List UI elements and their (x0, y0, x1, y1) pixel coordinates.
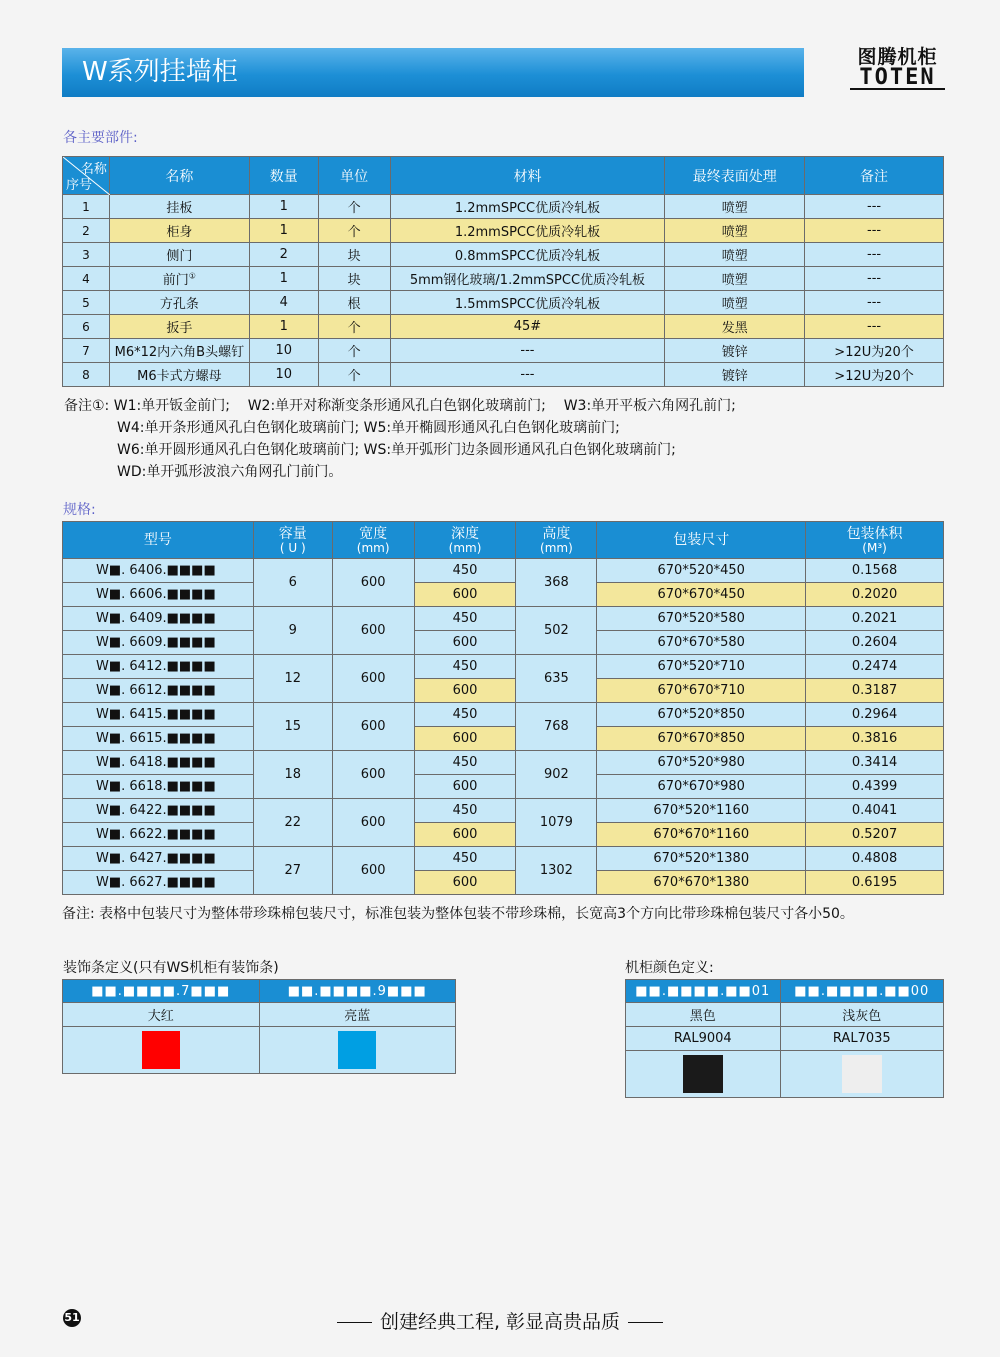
part-no (63, 363, 110, 387)
spec-depth: 600 (414, 871, 516, 895)
part-material (390, 243, 665, 267)
spec-note: 备注: 表格中包装尺寸为整体带珍珠棉包装尺寸，标准包装为整体包装不带珍珠棉，长宽高3个方向比带珍珠棉包装尺寸各小50。 (62, 906, 854, 922)
part-no-text: 6 (82, 319, 90, 334)
part-material (390, 219, 665, 243)
part-no (63, 291, 110, 315)
spec-depth: 450 (414, 799, 516, 823)
spec-volume: 0.2021 (806, 607, 944, 631)
slogan-text: 创建经典工程, 彰显高贵品质 (379, 1311, 621, 1333)
color-swatch (842, 1055, 882, 1093)
table-row (63, 607, 944, 631)
color-table (625, 979, 944, 1098)
table-row (63, 823, 944, 847)
spec-header (597, 522, 806, 559)
spec-section-label: 规格: (63, 502, 96, 518)
parts-note-line: W1:单开钣金前门; W2:单开对称渐变条形通风孔白色钢化玻璃前门; W3:单开平板六角网孔前门; (113, 398, 736, 414)
table-row (63, 871, 944, 895)
part-material (390, 291, 665, 315)
color-swatch-cell (626, 1051, 781, 1098)
part-qty-text: 10 (275, 343, 292, 358)
spec-table (62, 521, 944, 895)
spec-header-unit: (M³) (862, 540, 887, 555)
table-row (63, 339, 944, 363)
slogan-dash (628, 1322, 663, 1323)
spec-depth: 600 (414, 679, 516, 703)
table-row (63, 195, 944, 219)
spec-width: 600 (332, 799, 414, 847)
spec-capacity: 22 (253, 799, 332, 847)
part-remark (805, 291, 944, 315)
color-code: ■■.■■■■.■■00 (780, 980, 943, 1003)
parts-header-finish: 最终表面处理 (665, 157, 805, 195)
part-remark (805, 267, 944, 291)
part-name (109, 339, 249, 363)
spec-header (806, 522, 944, 559)
part-name-text: 前门 (162, 273, 189, 288)
part-remark (805, 195, 944, 219)
part-no (63, 267, 110, 291)
part-remark (805, 363, 944, 387)
parts-note (64, 395, 736, 483)
part-qty (249, 363, 318, 387)
part-no-text: 2 (82, 223, 90, 238)
part-no-text: 3 (82, 247, 90, 262)
page-title: W系列挂墙柜 (82, 57, 238, 87)
spec-model: W■. 6615.■■■■ (63, 727, 254, 751)
part-qty-text: 4 (279, 295, 288, 310)
part-no-text: 7 (82, 343, 90, 358)
part-remark-text: --- (867, 295, 882, 310)
color-code: ■■.■■■■.■■01 (626, 980, 781, 1003)
table-row (63, 583, 944, 607)
spec-header-unit: (mm) (356, 540, 390, 555)
part-no-text: 4 (82, 271, 90, 286)
spec-header (516, 522, 597, 559)
part-name (109, 315, 249, 339)
part-unit-text: 个 (347, 225, 361, 240)
part-unit-text: 块 (347, 249, 361, 264)
part-finish (665, 363, 805, 387)
trim-table (62, 979, 456, 1074)
spec-depth: 450 (414, 847, 516, 871)
logo-en: TOTEN (850, 68, 945, 90)
part-material (390, 267, 665, 291)
spec-volume: 0.4041 (806, 799, 944, 823)
color-swatch (683, 1055, 723, 1093)
logo-cn: 图腾机柜 (857, 46, 938, 68)
part-unit-text: 根 (347, 297, 361, 312)
table-row (63, 631, 944, 655)
parts-header-qty: 数量 (249, 157, 318, 195)
part-unit (318, 291, 390, 315)
spec-header-unit: ( U ) (279, 540, 306, 555)
part-remark (805, 315, 944, 339)
spec-height: 1079 (516, 799, 597, 847)
table-row (63, 679, 944, 703)
part-qty (249, 219, 318, 243)
part-unit-text: 个 (347, 345, 361, 360)
part-unit-text: 个 (347, 201, 361, 216)
table-row (63, 655, 944, 679)
trim-section-label: 装饰条定义(只有WS机柜有装饰条) (63, 960, 279, 976)
spec-pack-size: 670*670*1380 (597, 871, 806, 895)
part-finish-text: 镀锌 (721, 345, 748, 360)
spec-volume: 0.5207 (806, 823, 944, 847)
table-row (63, 315, 944, 339)
spec-model: W■. 6609.■■■■ (63, 631, 254, 655)
part-unit-text: 个 (347, 369, 361, 384)
spec-header (253, 522, 332, 559)
spec-depth: 450 (414, 751, 516, 775)
spec-pack-size: 670*520*1380 (597, 847, 806, 871)
spec-volume: 0.3187 (806, 679, 944, 703)
part-unit-text: 块 (347, 273, 361, 288)
spec-depth: 450 (414, 655, 516, 679)
part-material (390, 195, 665, 219)
color-swatch (142, 1031, 180, 1069)
part-unit (318, 243, 390, 267)
table-row (63, 559, 944, 583)
part-finish-text: 喷塑 (721, 201, 748, 216)
table-row (63, 727, 944, 751)
part-unit (318, 195, 390, 219)
spec-height: 368 (516, 559, 597, 607)
parts-note-line: WD:单开弧形波浪六角网孔门前门。 (117, 464, 343, 480)
parts-note-line: W6:单开圆形通风孔白色钢化玻璃前门; WS:单开弧形门边条圆形通风孔白色钢化玻璃前门; (117, 442, 676, 458)
part-name-text: 侧门 (166, 249, 193, 264)
part-qty (249, 315, 318, 339)
spec-pack-size: 670*670*980 (597, 775, 806, 799)
part-material-text: 1.5mmSPCC优质冷轧板 (454, 297, 601, 312)
part-qty (249, 195, 318, 219)
part-finish-text: 喷塑 (721, 297, 748, 312)
spec-capacity: 9 (253, 607, 332, 655)
spec-model: W■. 6415.■■■■ (63, 703, 254, 727)
parts-header-unit: 单位 (318, 157, 390, 195)
part-name-text: M6*12内六角B头螺钉 (114, 345, 245, 360)
part-remark-text: --- (867, 319, 882, 334)
spec-capacity: 27 (253, 847, 332, 895)
part-name-text: 挂板 (166, 201, 193, 216)
part-remark-text: --- (867, 271, 882, 286)
spec-height: 502 (516, 607, 597, 655)
spec-depth: 600 (414, 727, 516, 751)
page-title-banner (62, 48, 804, 97)
part-finish (665, 195, 805, 219)
diag-top-label: 名称 (80, 162, 107, 177)
spec-depth: 450 (414, 607, 516, 631)
trim-name: 大红 (63, 1003, 260, 1027)
spec-depth: 450 (414, 703, 516, 727)
part-name (109, 243, 249, 267)
spec-height: 902 (516, 751, 597, 799)
part-qty (249, 339, 318, 363)
spec-volume: 0.3414 (806, 751, 944, 775)
part-remark-text: --- (867, 247, 882, 262)
spec-depth: 600 (414, 775, 516, 799)
parts-note-line: W4:单开条形通风孔白色钢化玻璃前门; W5:单开椭圆形通风孔白色钢化玻璃前门; (117, 420, 620, 436)
spec-header-main: 深度 (451, 525, 480, 542)
trim-name: 亮蓝 (259, 1003, 456, 1027)
table-row (63, 291, 944, 315)
part-name-text: 方孔条 (159, 297, 199, 312)
spec-depth: 600 (414, 583, 516, 607)
footnote-marker: ① (188, 271, 196, 281)
spec-height: 1302 (516, 847, 597, 895)
part-unit-text: 个 (347, 321, 361, 336)
spec-header-main: 包装尺寸 (673, 531, 730, 548)
spec-pack-size: 670*670*450 (597, 583, 806, 607)
spec-header (414, 522, 516, 559)
part-name-text: 柜身 (166, 225, 193, 240)
parts-note-prefix: 备注①: (64, 398, 110, 414)
page-number: 51 (63, 1309, 81, 1327)
part-finish-text: 镀锌 (721, 369, 748, 384)
spec-pack-size: 670*670*580 (597, 631, 806, 655)
part-finish-text: 喷塑 (721, 225, 748, 240)
spec-width: 600 (332, 847, 414, 895)
table-row (63, 799, 944, 823)
part-finish-text: 发黑 (721, 321, 748, 336)
slogan-dash (337, 1322, 372, 1323)
spec-header-main: 容量 (278, 525, 307, 542)
spec-width: 600 (332, 607, 414, 655)
spec-pack-size: 670*520*980 (597, 751, 806, 775)
part-finish (665, 219, 805, 243)
part-material (390, 339, 665, 363)
spec-height: 635 (516, 655, 597, 703)
part-no-text: 8 (82, 367, 90, 382)
footer-slogan (0, 1307, 1000, 1334)
part-no (63, 195, 110, 219)
part-name (109, 267, 249, 291)
parts-header-remark: 备注 (805, 157, 944, 195)
spec-volume: 0.4808 (806, 847, 944, 871)
spec-pack-size: 670*520*580 (597, 607, 806, 631)
part-unit (318, 363, 390, 387)
part-qty (249, 243, 318, 267)
spec-header-main: 宽度 (359, 525, 388, 542)
spec-model: W■. 6418.■■■■ (63, 751, 254, 775)
parts-table (62, 156, 944, 387)
spec-width: 600 (332, 751, 414, 799)
spec-header-main: 包装体积 (846, 525, 903, 542)
spec-header-main: 型号 (143, 531, 172, 548)
spec-capacity: 12 (253, 655, 332, 703)
part-remark-text: >12U为20个 (834, 345, 914, 360)
spec-pack-size: 670*520*850 (597, 703, 806, 727)
part-material-text: 0.8mmSPCC优质冷轧板 (454, 249, 601, 264)
spec-header (332, 522, 414, 559)
brand-logo (850, 46, 945, 90)
part-finish-text: 喷塑 (721, 273, 748, 288)
spec-volume: 0.2020 (806, 583, 944, 607)
part-remark-text: --- (867, 223, 882, 238)
part-name (109, 219, 249, 243)
part-qty-text: 2 (279, 247, 288, 262)
part-qty-text: 1 (279, 271, 288, 286)
color-name: 浅灰色 (780, 1003, 943, 1027)
part-material-text: 5mm钢化玻璃/1.2mmSPCC优质冷轧板 (409, 273, 646, 288)
part-qty-text: 1 (279, 199, 288, 214)
spec-volume: 0.1568 (806, 559, 944, 583)
color-swatch (338, 1031, 376, 1069)
part-material-text: --- (520, 343, 535, 358)
part-unit (318, 339, 390, 363)
spec-width: 600 (332, 655, 414, 703)
table-row (63, 363, 944, 387)
part-material-text: --- (520, 367, 535, 382)
part-no (63, 219, 110, 243)
spec-pack-size: 670*520*450 (597, 559, 806, 583)
spec-depth: 600 (414, 631, 516, 655)
spec-volume: 0.2474 (806, 655, 944, 679)
part-name-text: M6卡式方螺母 (137, 369, 222, 384)
spec-model: W■. 6612.■■■■ (63, 679, 254, 703)
spec-capacity: 18 (253, 751, 332, 799)
diag-bottom-label: 序号 (66, 178, 93, 193)
part-name (109, 291, 249, 315)
trim-code: ■■.■■■■.7■■■ (63, 980, 260, 1003)
part-no-text: 1 (82, 199, 90, 214)
part-finish (665, 291, 805, 315)
color-ral: RAL7035 (780, 1027, 943, 1051)
spec-volume: 0.2964 (806, 703, 944, 727)
table-row (63, 243, 944, 267)
trim-swatch-cell (259, 1027, 456, 1074)
part-no-text: 5 (82, 295, 90, 310)
part-remark (805, 339, 944, 363)
parts-header-material: 材料 (390, 157, 665, 195)
part-material-text: 1.2mmSPCC优质冷轧板 (454, 201, 601, 216)
table-row (63, 775, 944, 799)
spec-pack-size: 670*520*710 (597, 655, 806, 679)
trim-code: ■■.■■■■.9■■■ (259, 980, 456, 1003)
part-name (109, 363, 249, 387)
spec-model: W■. 6409.■■■■ (63, 607, 254, 631)
part-name (109, 195, 249, 219)
spec-model: W■. 6422.■■■■ (63, 799, 254, 823)
spec-width: 600 (332, 703, 414, 751)
spec-width: 600 (332, 559, 414, 607)
part-remark-text: --- (867, 199, 882, 214)
spec-volume: 0.6195 (806, 871, 944, 895)
part-no (63, 315, 110, 339)
part-qty-text: 10 (275, 367, 292, 382)
spec-header-unit: (mm) (448, 540, 482, 555)
part-no (63, 339, 110, 363)
spec-capacity: 15 (253, 703, 332, 751)
part-material-text: 1.2mmSPCC优质冷轧板 (454, 225, 601, 240)
parts-diag-header (63, 157, 110, 195)
spec-model: W■. 6618.■■■■ (63, 775, 254, 799)
part-qty (249, 267, 318, 291)
part-name-text: 扳手 (166, 321, 193, 336)
part-finish-text: 喷塑 (721, 249, 748, 264)
spec-pack-size: 670*520*1160 (597, 799, 806, 823)
part-qty-text: 1 (279, 319, 288, 334)
spec-capacity: 6 (253, 559, 332, 607)
part-unit (318, 219, 390, 243)
spec-model: W■. 6622.■■■■ (63, 823, 254, 847)
color-name: 黑色 (626, 1003, 781, 1027)
spec-header-unit: (mm) (540, 540, 573, 555)
part-remark-text: >12U为20个 (834, 369, 914, 384)
spec-volume: 0.4399 (806, 775, 944, 799)
part-unit (318, 267, 390, 291)
spec-model: W■. 6427.■■■■ (63, 847, 254, 871)
spec-header (63, 522, 254, 559)
part-material (390, 363, 665, 387)
spec-volume: 0.2604 (806, 631, 944, 655)
part-remark (805, 243, 944, 267)
part-finish (665, 267, 805, 291)
part-finish (665, 243, 805, 267)
table-row (63, 847, 944, 871)
part-unit (318, 315, 390, 339)
table-row (63, 219, 944, 243)
spec-depth: 600 (414, 823, 516, 847)
spec-volume: 0.3816 (806, 727, 944, 751)
spec-pack-size: 670*670*1160 (597, 823, 806, 847)
spec-header-main: 高度 (542, 525, 571, 542)
color-section-label: 机柜颜色定义: (625, 960, 714, 976)
spec-depth: 450 (414, 559, 516, 583)
spec-model: W■. 6627.■■■■ (63, 871, 254, 895)
spec-height: 768 (516, 703, 597, 751)
part-material (390, 315, 665, 339)
part-qty-text: 1 (279, 223, 288, 238)
trim-swatch-cell (63, 1027, 260, 1074)
table-row (63, 703, 944, 727)
part-qty (249, 291, 318, 315)
part-no (63, 243, 110, 267)
spec-pack-size: 670*670*710 (597, 679, 806, 703)
color-ral: RAL9004 (626, 1027, 781, 1051)
part-finish (665, 339, 805, 363)
color-swatch-cell (780, 1051, 943, 1098)
part-material-text: 45# (513, 319, 542, 334)
spec-pack-size: 670*670*850 (597, 727, 806, 751)
part-remark (805, 219, 944, 243)
part-finish (665, 315, 805, 339)
parts-header-name: 名称 (109, 157, 249, 195)
parts-section-label: 各主要部件: (63, 130, 138, 146)
spec-model: W■. 6412.■■■■ (63, 655, 254, 679)
table-row (63, 267, 944, 291)
spec-model: W■. 6406.■■■■ (63, 559, 254, 583)
table-row (63, 751, 944, 775)
spec-model: W■. 6606.■■■■ (63, 583, 254, 607)
